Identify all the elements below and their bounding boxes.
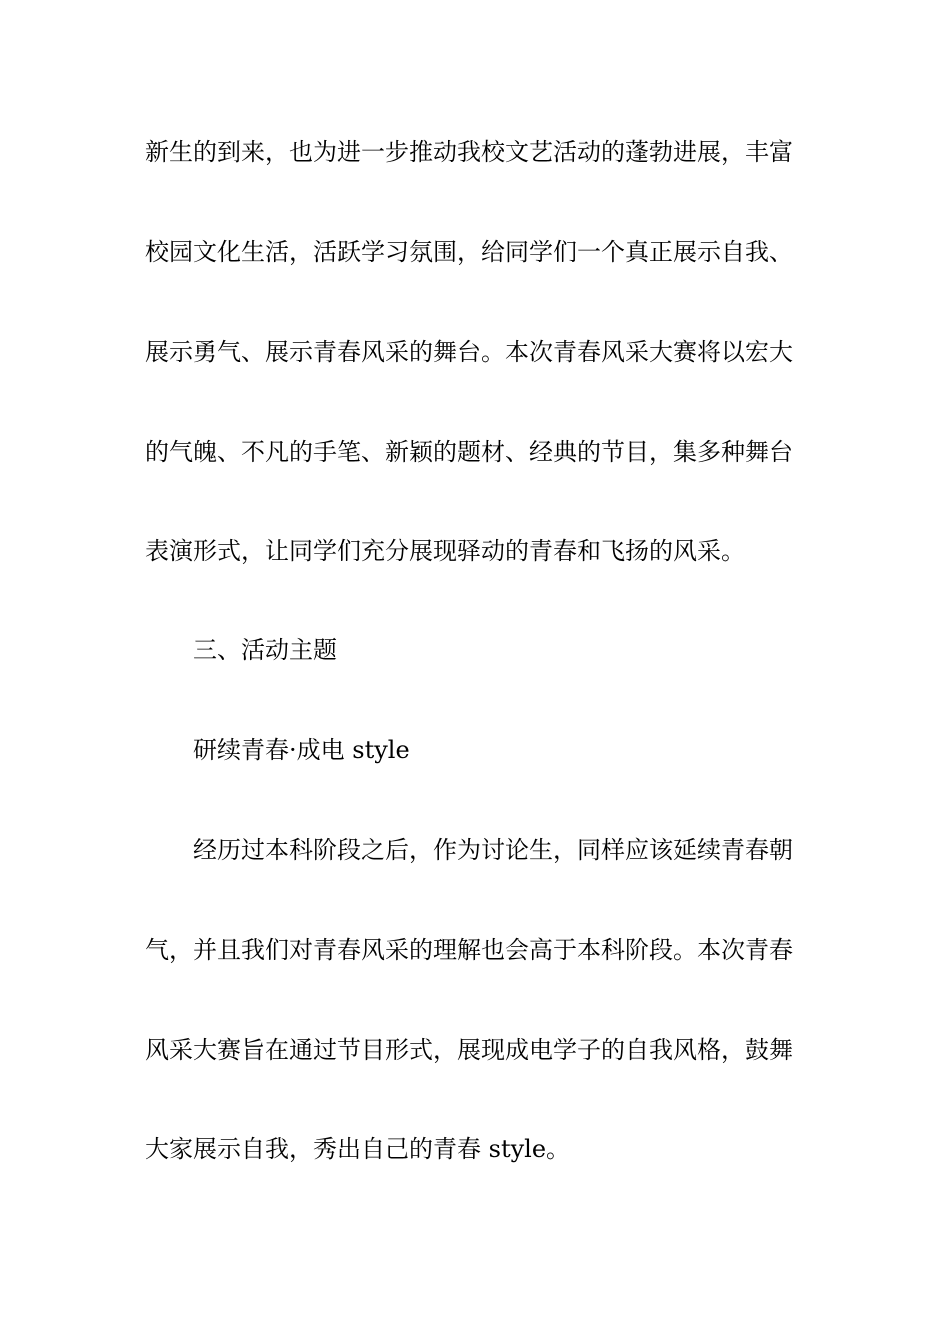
paragraph-line-5: 表演形式，让同学们充分展现驿动的青春和飞扬的风采。 (145, 537, 745, 565)
paragraph-line-3: 展示勇气、展示青春风采的舞台。本次青春风采大赛将以宏大 (145, 338, 793, 366)
paragraph-line-8: 风采大赛旨在通过节目形式，展现成电学子的自我风格，鼓舞 (145, 1036, 793, 1064)
paragraph-line-6: 经历过本科阶段之后，作为讨论生，同样应该延续青春朝 (193, 836, 793, 864)
paragraph-line-2: 校园文化生活，活跃学习氛围，给同学们一个真正展示自我、 (145, 238, 793, 266)
paragraph-line-4: 的气魄、不凡的手笔、新颖的题材、经典的节目，集多种舞台 (145, 438, 793, 466)
theme-line: 研续青春·成电 style (193, 736, 410, 764)
paragraph-line-7: 气，并且我们对青春风采的理解也会高于本科阶段。本次青春 (145, 936, 793, 964)
paragraph-line-1: 新生的到来，也为进一步推动我校文艺活动的蓬勃进展，丰富 (145, 138, 793, 166)
section-heading: 三、活动主题 (193, 636, 337, 664)
paragraph-line-9: 大家展示自我，秀出自己的青春 style。 (145, 1135, 571, 1163)
